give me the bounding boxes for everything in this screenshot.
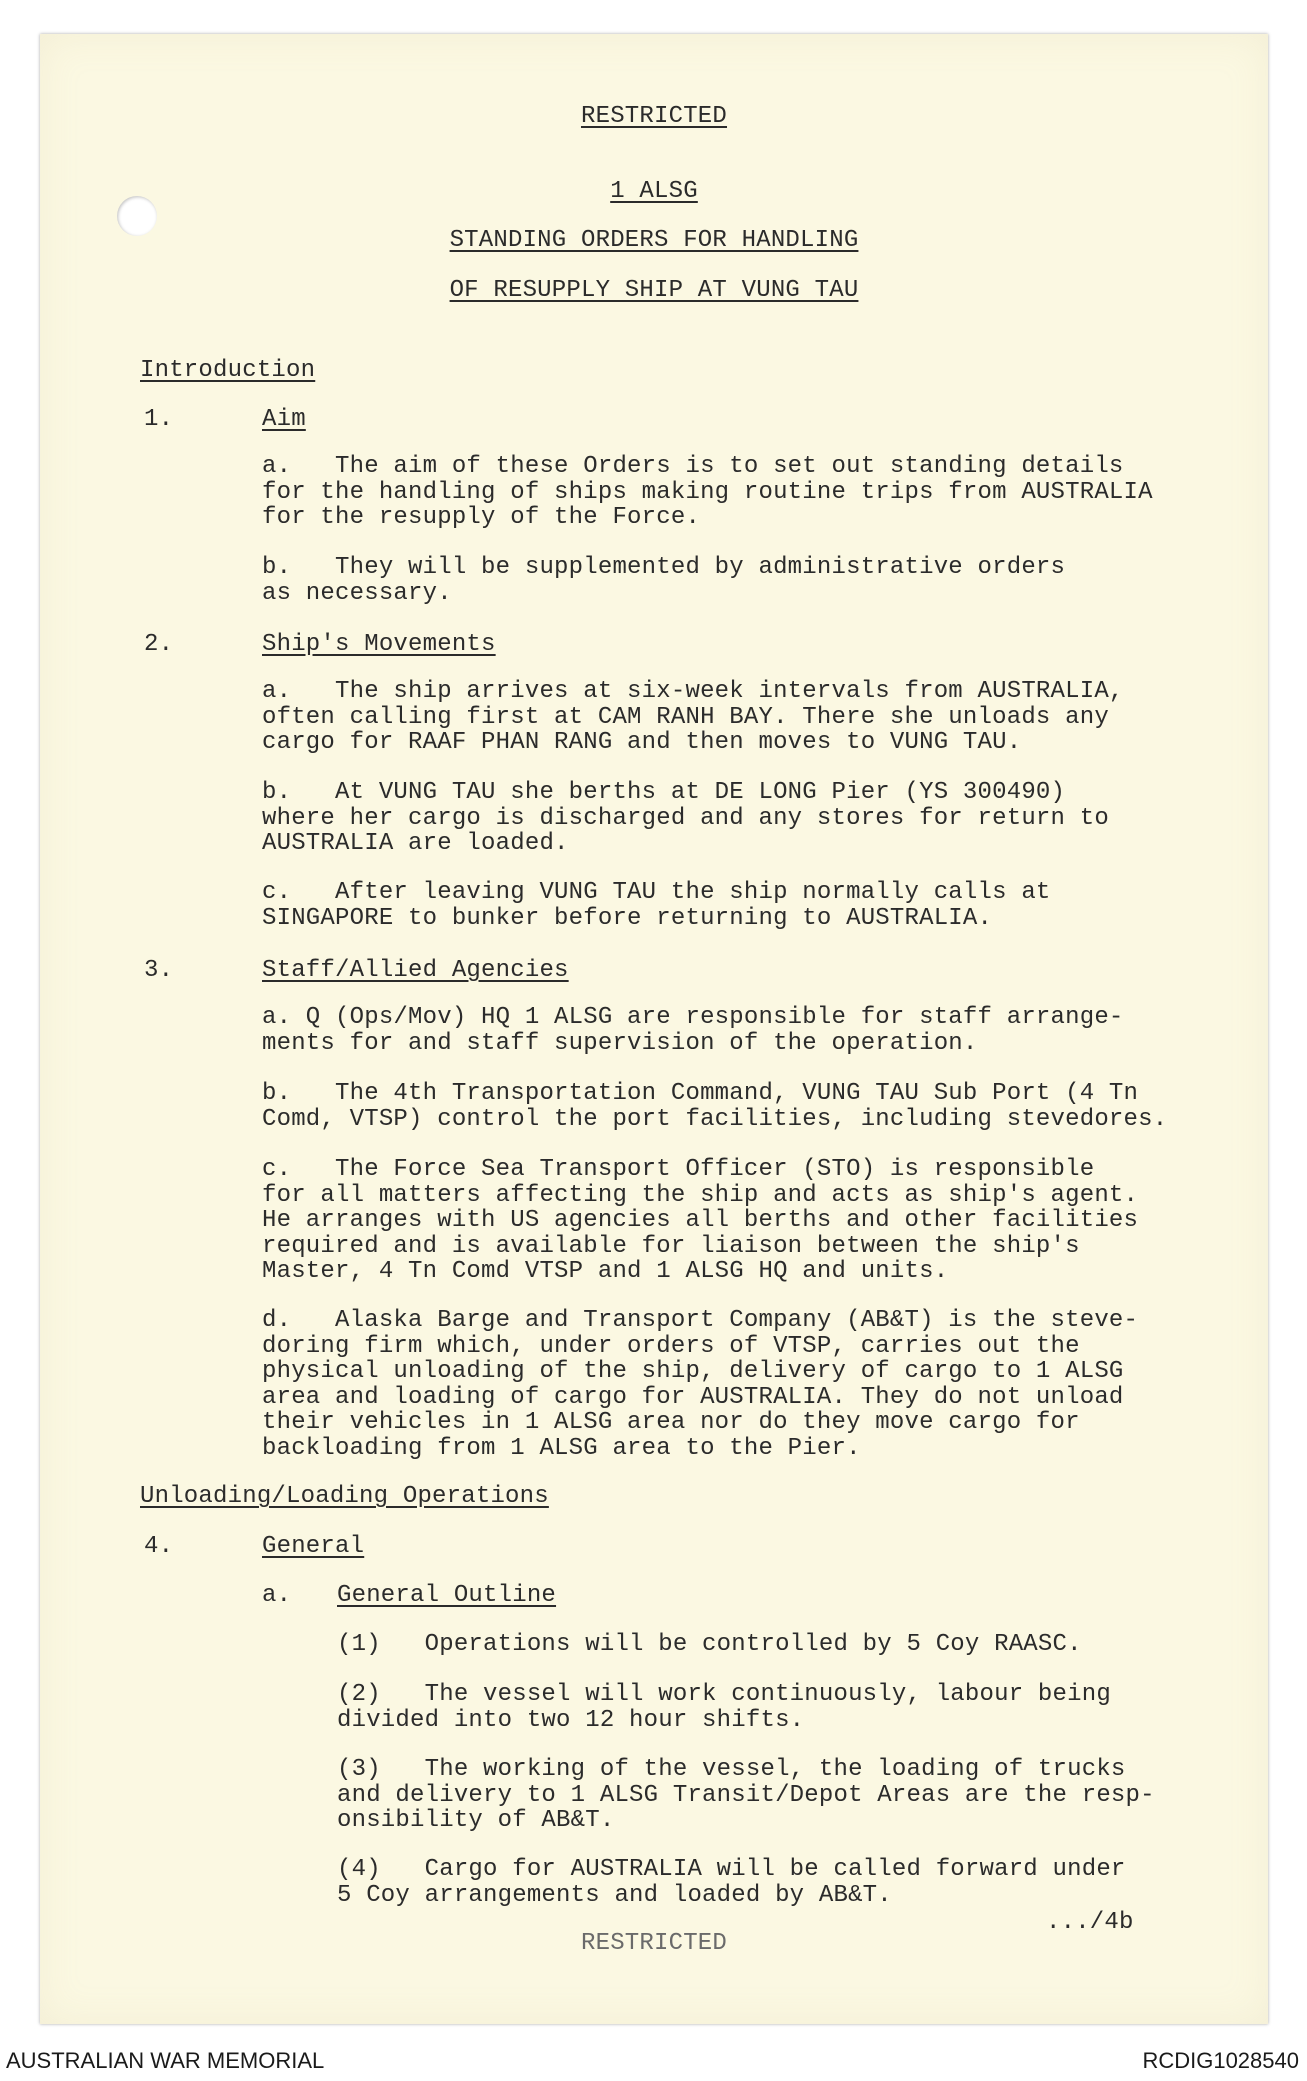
para4-number: 4. xyxy=(144,1533,174,1560)
para4-item-line: 5 Coy arrangements and loaded by AB&T. xyxy=(337,1881,892,1909)
para4-item-2 xyxy=(337,1682,1277,1733)
para4-item-line: onsibility of AB&T. xyxy=(337,1807,615,1834)
para3-c-line: c. The Force Sea Transport Officer (STO) is responsible xyxy=(262,1156,1095,1183)
para2-a xyxy=(262,679,1202,756)
para3-b xyxy=(262,1081,1202,1132)
para4-item-line: (2) The vessel will work continuously, labour being xyxy=(337,1681,1111,1708)
para3-a xyxy=(262,1005,1202,1056)
section-unloading: Unloading/Loading Operations xyxy=(140,1483,549,1510)
para4-item-line: and delivery to 1 ALSG Transit/Depot Areas are the resp- xyxy=(337,1781,1155,1809)
para3-d-line: backloading from 1 ALSG area to the Pier. xyxy=(262,1434,861,1462)
para3-c-line: He arranges with US agencies all berths and other facilities xyxy=(262,1207,1139,1234)
para4-item-line: (4) Cargo for AUSTRALIA will be called forward under xyxy=(337,1856,1126,1883)
para2-a-line: cargo for RAAF PHAN RANG and then moves to VUNG TAU. xyxy=(262,729,1022,756)
para1-b-line: b. They will be supplemented by administrative orders xyxy=(262,554,1066,581)
para4-heading: General xyxy=(262,1533,365,1560)
para3-d-line: area and loading of cargo for AUSTRALIA. They do not unload xyxy=(262,1383,1124,1411)
para3-c-line: required and is available for liaison between the ship's xyxy=(262,1232,1080,1260)
para3-c xyxy=(262,1157,1202,1285)
para3-d xyxy=(262,1308,1202,1461)
para4-item-1 xyxy=(337,1632,1277,1658)
para3-d-line: doring firm which, under orders of VTSP, carries out the xyxy=(262,1332,1080,1360)
para3-d-line: their vehicles in 1 ALSG area nor do they move cargo for xyxy=(262,1409,1080,1436)
section-introduction: Introduction xyxy=(140,357,316,384)
para2-heading: Ship's Movements xyxy=(262,631,496,658)
para2-a-line: a. The ship arrives at six-week intervals from AUSTRALIA, xyxy=(262,678,1124,705)
para3-d-line: physical unloading of the ship, delivery of cargo to 1 ALSG xyxy=(262,1358,1124,1385)
para2-c-line: c. After leaving VUNG TAU the ship normally calls at xyxy=(262,879,1051,906)
para3-c-line: for all matters affecting the ship and acts as ship's agent. xyxy=(262,1181,1139,1209)
para3-b-line: Comd, VTSP) control the port facilities, including stevedores. xyxy=(262,1105,1168,1133)
para3-d-line: d. Alaska Barge and Transport Company (AB&T) is the steve- xyxy=(262,1307,1139,1334)
para3-a-line: ments for and staff supervision of the operation. xyxy=(262,1029,978,1057)
para2-b-line: b. At VUNG TAU she berths at DE LONG Pier (YS 300490) xyxy=(262,779,1066,806)
para4-item-line: (1) Operations will be controlled by 5 Coy RAASC. xyxy=(337,1631,1082,1658)
para2-number: 2. xyxy=(144,631,174,658)
para2-c xyxy=(262,880,1202,931)
para2-b-line: where her cargo is discharged and any stores for return to xyxy=(262,804,1109,832)
para3-b-line: b. The 4th Transportation Command, VUNG TAU Sub Port (4 Tn xyxy=(262,1080,1139,1107)
para3-a-line: a. Q (Ops/Mov) HQ 1 ALSG are responsible for staff arrange- xyxy=(262,1004,1124,1031)
para3-heading: Staff/Allied Agencies xyxy=(262,957,569,984)
para1-a-line: for the resupply of the Force. xyxy=(262,504,701,531)
para2-b xyxy=(262,780,1202,857)
archive-reference: RCDIG1028540 xyxy=(1142,2048,1299,2073)
para4-item-line: divided into two 12 hour shifts. xyxy=(337,1706,805,1734)
para4-item-4 xyxy=(337,1857,1277,1908)
para1-a-line: a. The aim of these Orders is to set out standing details xyxy=(262,453,1124,480)
document-page xyxy=(40,34,1268,2024)
para1-number: 1. xyxy=(144,406,174,433)
para2-b-line: AUSTRALIA are loaded. xyxy=(262,830,569,857)
para4-a-heading: General Outline xyxy=(337,1582,557,1609)
para1-a xyxy=(262,454,1202,531)
classification-bottom: RESTRICTED xyxy=(580,1930,728,1957)
continuation-marker: .../4b xyxy=(1046,1909,1134,1936)
archive-credit: AUSTRALIAN WAR MEMORIAL xyxy=(6,2048,325,2073)
para1-heading: Aim xyxy=(262,406,306,433)
para1-b xyxy=(262,555,1202,606)
para3-c-line: Master, 4 Tn Comd VTSP and 1 ALSG HQ and units. xyxy=(262,1258,949,1285)
para2-a-line: often calling first at CAM RANH BAY. There she unloads any xyxy=(262,703,1109,731)
para1-a-line: for the handling of ships making routine trips from AUSTRALIA xyxy=(262,478,1153,506)
unit-title: 1 ALSG xyxy=(610,178,698,205)
para3-number: 3. xyxy=(144,957,174,984)
para4-a-label: a. xyxy=(262,1582,292,1609)
para4-item-line: (3) The working of the vessel, the loading of trucks xyxy=(337,1756,1126,1783)
para2-c-line: SINGAPORE to bunker before returning to AUSTRALIA. xyxy=(262,904,993,932)
document-title-line2: OF RESUPPLY SHIP AT VUNG TAU xyxy=(449,277,859,304)
document-title-line1: STANDING ORDERS FOR HANDLING xyxy=(449,227,859,254)
classification-top: RESTRICTED xyxy=(580,103,728,130)
para4-item-3 xyxy=(337,1757,1277,1834)
para1-b-line: as necessary. xyxy=(262,579,452,607)
